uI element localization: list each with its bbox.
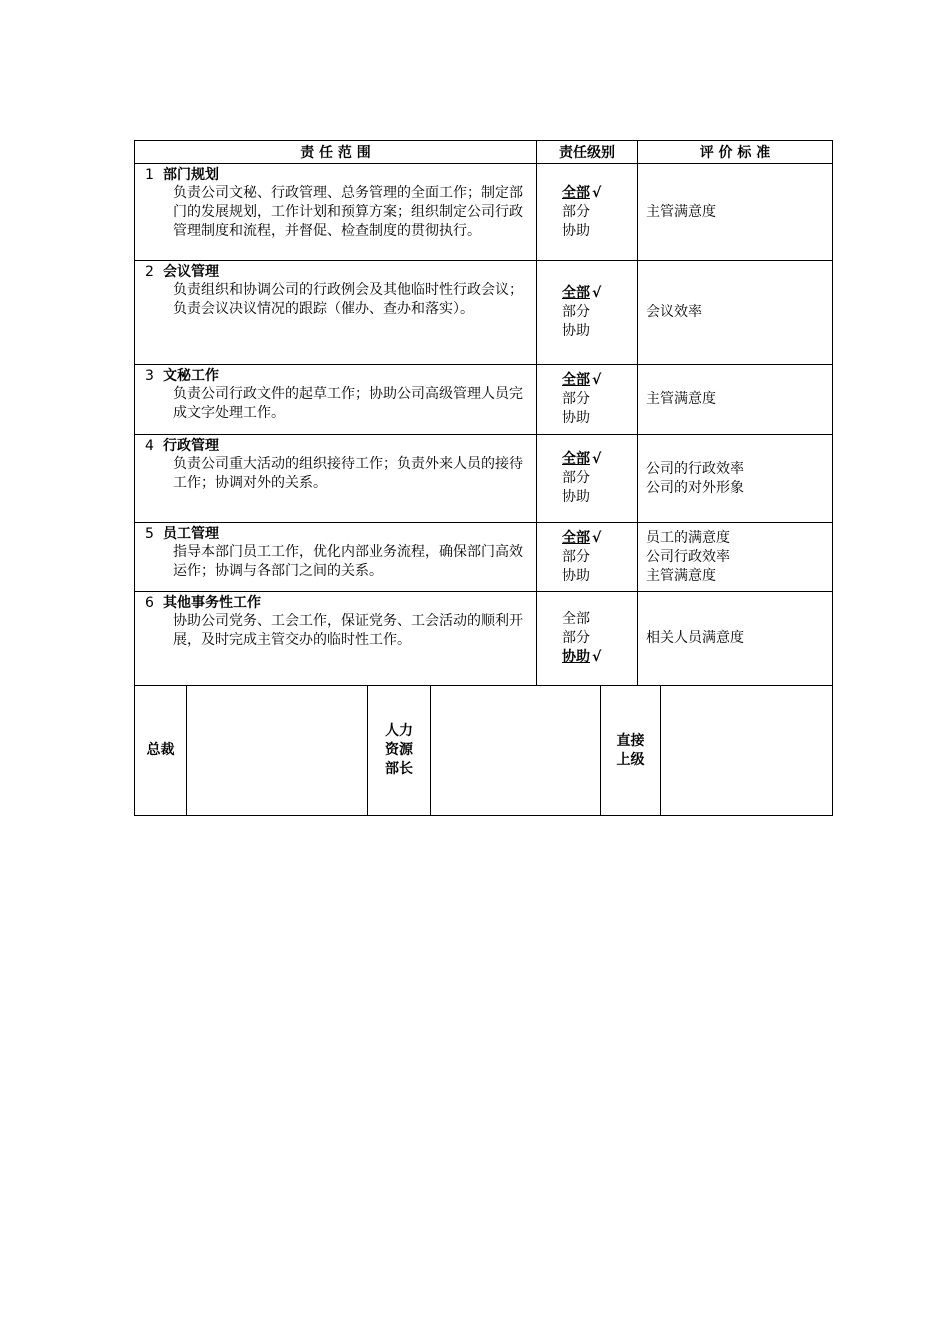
scope-cell <box>135 523 537 591</box>
level-label: 全部 <box>562 372 590 388</box>
item-number: 5 <box>145 526 154 542</box>
check-mark-icon: √ <box>592 184 602 201</box>
level-label: 部分 <box>562 630 590 646</box>
level-label: 全部 <box>562 529 590 546</box>
table-row <box>134 261 833 365</box>
item-title: 其他事务性工作 <box>163 595 261 611</box>
hr-head-signature-cell[interactable] <box>431 686 601 815</box>
item-number: 4 <box>145 438 154 454</box>
item-title: 会议管理 <box>163 264 219 280</box>
item-title: 员工管理 <box>163 526 219 542</box>
table-row <box>134 435 833 523</box>
item-description: 负责公司重大活动的组织接待工作；负责外来人员的接待工作；协调对外的关系。 <box>173 456 523 491</box>
level-option-selected[interactable] <box>562 450 612 469</box>
header-scope: 责 任 范 围 <box>135 141 537 163</box>
level-option-selected[interactable] <box>562 648 612 667</box>
scope-cell <box>135 365 537 434</box>
table-row <box>134 592 833 686</box>
level-cell <box>537 365 638 434</box>
level-option-selected[interactable] <box>562 284 612 303</box>
item-number: 3 <box>145 368 154 384</box>
item-number: 2 <box>145 264 154 280</box>
scope-cell <box>135 164 537 260</box>
level-option[interactable] <box>562 203 612 222</box>
table-row <box>134 365 833 435</box>
scope-cell <box>135 592 537 685</box>
item-heading <box>135 164 536 184</box>
criteria-item: 主管满意度 <box>646 567 716 584</box>
level-label: 全部 <box>562 611 590 627</box>
criteria-item: 主管满意度 <box>646 391 716 407</box>
level-option[interactable] <box>562 567 612 586</box>
check-mark-icon: √ <box>592 285 602 301</box>
item-number: 6 <box>145 595 154 611</box>
criteria-cell <box>638 523 832 591</box>
level-option[interactable] <box>562 629 612 648</box>
supervisor-signature-cell[interactable] <box>661 686 832 815</box>
scope-cell <box>135 261 537 364</box>
level-label: 协助 <box>562 567 590 584</box>
header-level: 责任级别 <box>537 141 638 163</box>
level-option[interactable] <box>562 390 612 409</box>
president-label: 总裁 <box>135 686 187 815</box>
level-cell <box>537 592 638 685</box>
level-label: 协助 <box>562 410 590 426</box>
item-description: 协助公司党务、工会工作，保证党务、工会活动的顺利开展，及时完成主管交办的临时性工作。 <box>173 613 523 648</box>
criteria-cell <box>638 164 832 260</box>
check-mark-icon: √ <box>592 529 602 546</box>
level-label: 协助 <box>562 649 590 665</box>
header-criteria: 评 价 标 准 <box>699 145 771 161</box>
item-heading <box>135 592 536 612</box>
level-label: 部分 <box>562 470 590 486</box>
level-option[interactable] <box>562 548 612 567</box>
level-label: 部分 <box>562 203 590 220</box>
item-description: 负责组织和协调公司的行政例会及其他临时性行政会议；负责会议决议情况的跟踪（催办、查办和落实）。 <box>173 282 523 317</box>
level-label: 全部 <box>562 285 590 301</box>
criteria-item: 相关人员满意度 <box>646 630 744 646</box>
level-cell <box>537 523 638 591</box>
level-label: 全部 <box>562 451 590 467</box>
level-cell <box>537 435 638 522</box>
table-header <box>134 140 833 164</box>
hr-head-label: 人力资源部长 <box>368 686 431 815</box>
check-mark-icon: √ <box>592 372 602 388</box>
level-option[interactable] <box>562 222 612 241</box>
level-option[interactable] <box>562 610 612 629</box>
level-label: 全部 <box>562 184 590 201</box>
item-title: 行政管理 <box>163 438 219 454</box>
level-option-selected[interactable] <box>562 371 612 390</box>
level-option[interactable] <box>562 303 612 322</box>
check-mark-icon: √ <box>592 649 602 665</box>
item-number: 1 <box>145 167 154 183</box>
item-description: 负责公司文秘、行政管理、总务管理的全面工作；制定部门的发展规划，工作计划和预算方案；组织制定公司行政管理制度和流程，并督促、检查制度的贯彻执行。 <box>173 185 523 239</box>
level-label: 协助 <box>562 489 590 505</box>
item-heading <box>135 523 536 543</box>
level-label: 部分 <box>562 548 590 565</box>
level-option[interactable] <box>562 409 612 428</box>
criteria-cell <box>638 261 832 364</box>
criteria-item: 公司的对外形象 <box>646 479 744 496</box>
level-label: 协助 <box>562 222 590 239</box>
criteria-item: 会议效率 <box>646 304 702 320</box>
item-heading <box>135 435 536 455</box>
criteria-item: 员工的满意度 <box>646 529 730 546</box>
criteria-cell <box>638 435 832 522</box>
level-option-selected[interactable] <box>562 184 612 203</box>
level-cell <box>537 164 638 260</box>
item-title: 文秘工作 <box>163 368 219 384</box>
scope-cell <box>135 435 537 522</box>
level-label: 部分 <box>562 304 590 320</box>
item-heading <box>135 365 536 385</box>
table-row <box>134 164 833 261</box>
item-description: 负责公司行政文件的起草工作；协助公司高级管理人员完成文字处理工作。 <box>173 386 523 421</box>
item-title: 部门规划 <box>163 167 219 183</box>
supervisor-label: 直接上级 <box>601 686 661 815</box>
level-option[interactable] <box>562 488 612 507</box>
item-description: 指导本部门员工工作，优化内部业务流程，确保部门高效运作；协调与各部门之间的关系。 <box>173 544 523 579</box>
criteria-item: 主管满意度 <box>646 203 716 220</box>
signature-row <box>134 686 833 816</box>
level-option-selected[interactable] <box>562 529 612 548</box>
item-heading <box>135 261 536 281</box>
check-mark-icon: √ <box>592 451 602 467</box>
criteria-item: 公司行政效率 <box>646 548 730 565</box>
responsibility-table <box>134 140 833 816</box>
table-row <box>134 523 833 592</box>
level-label: 部分 <box>562 391 590 407</box>
level-cell <box>537 261 638 364</box>
criteria-item: 公司的行政效率 <box>646 460 744 477</box>
level-option[interactable] <box>562 469 612 488</box>
criteria-cell <box>638 592 832 685</box>
president-signature-cell[interactable] <box>187 686 368 815</box>
level-option[interactable] <box>562 322 612 341</box>
level-label: 协助 <box>562 323 590 339</box>
criteria-cell <box>638 365 832 434</box>
